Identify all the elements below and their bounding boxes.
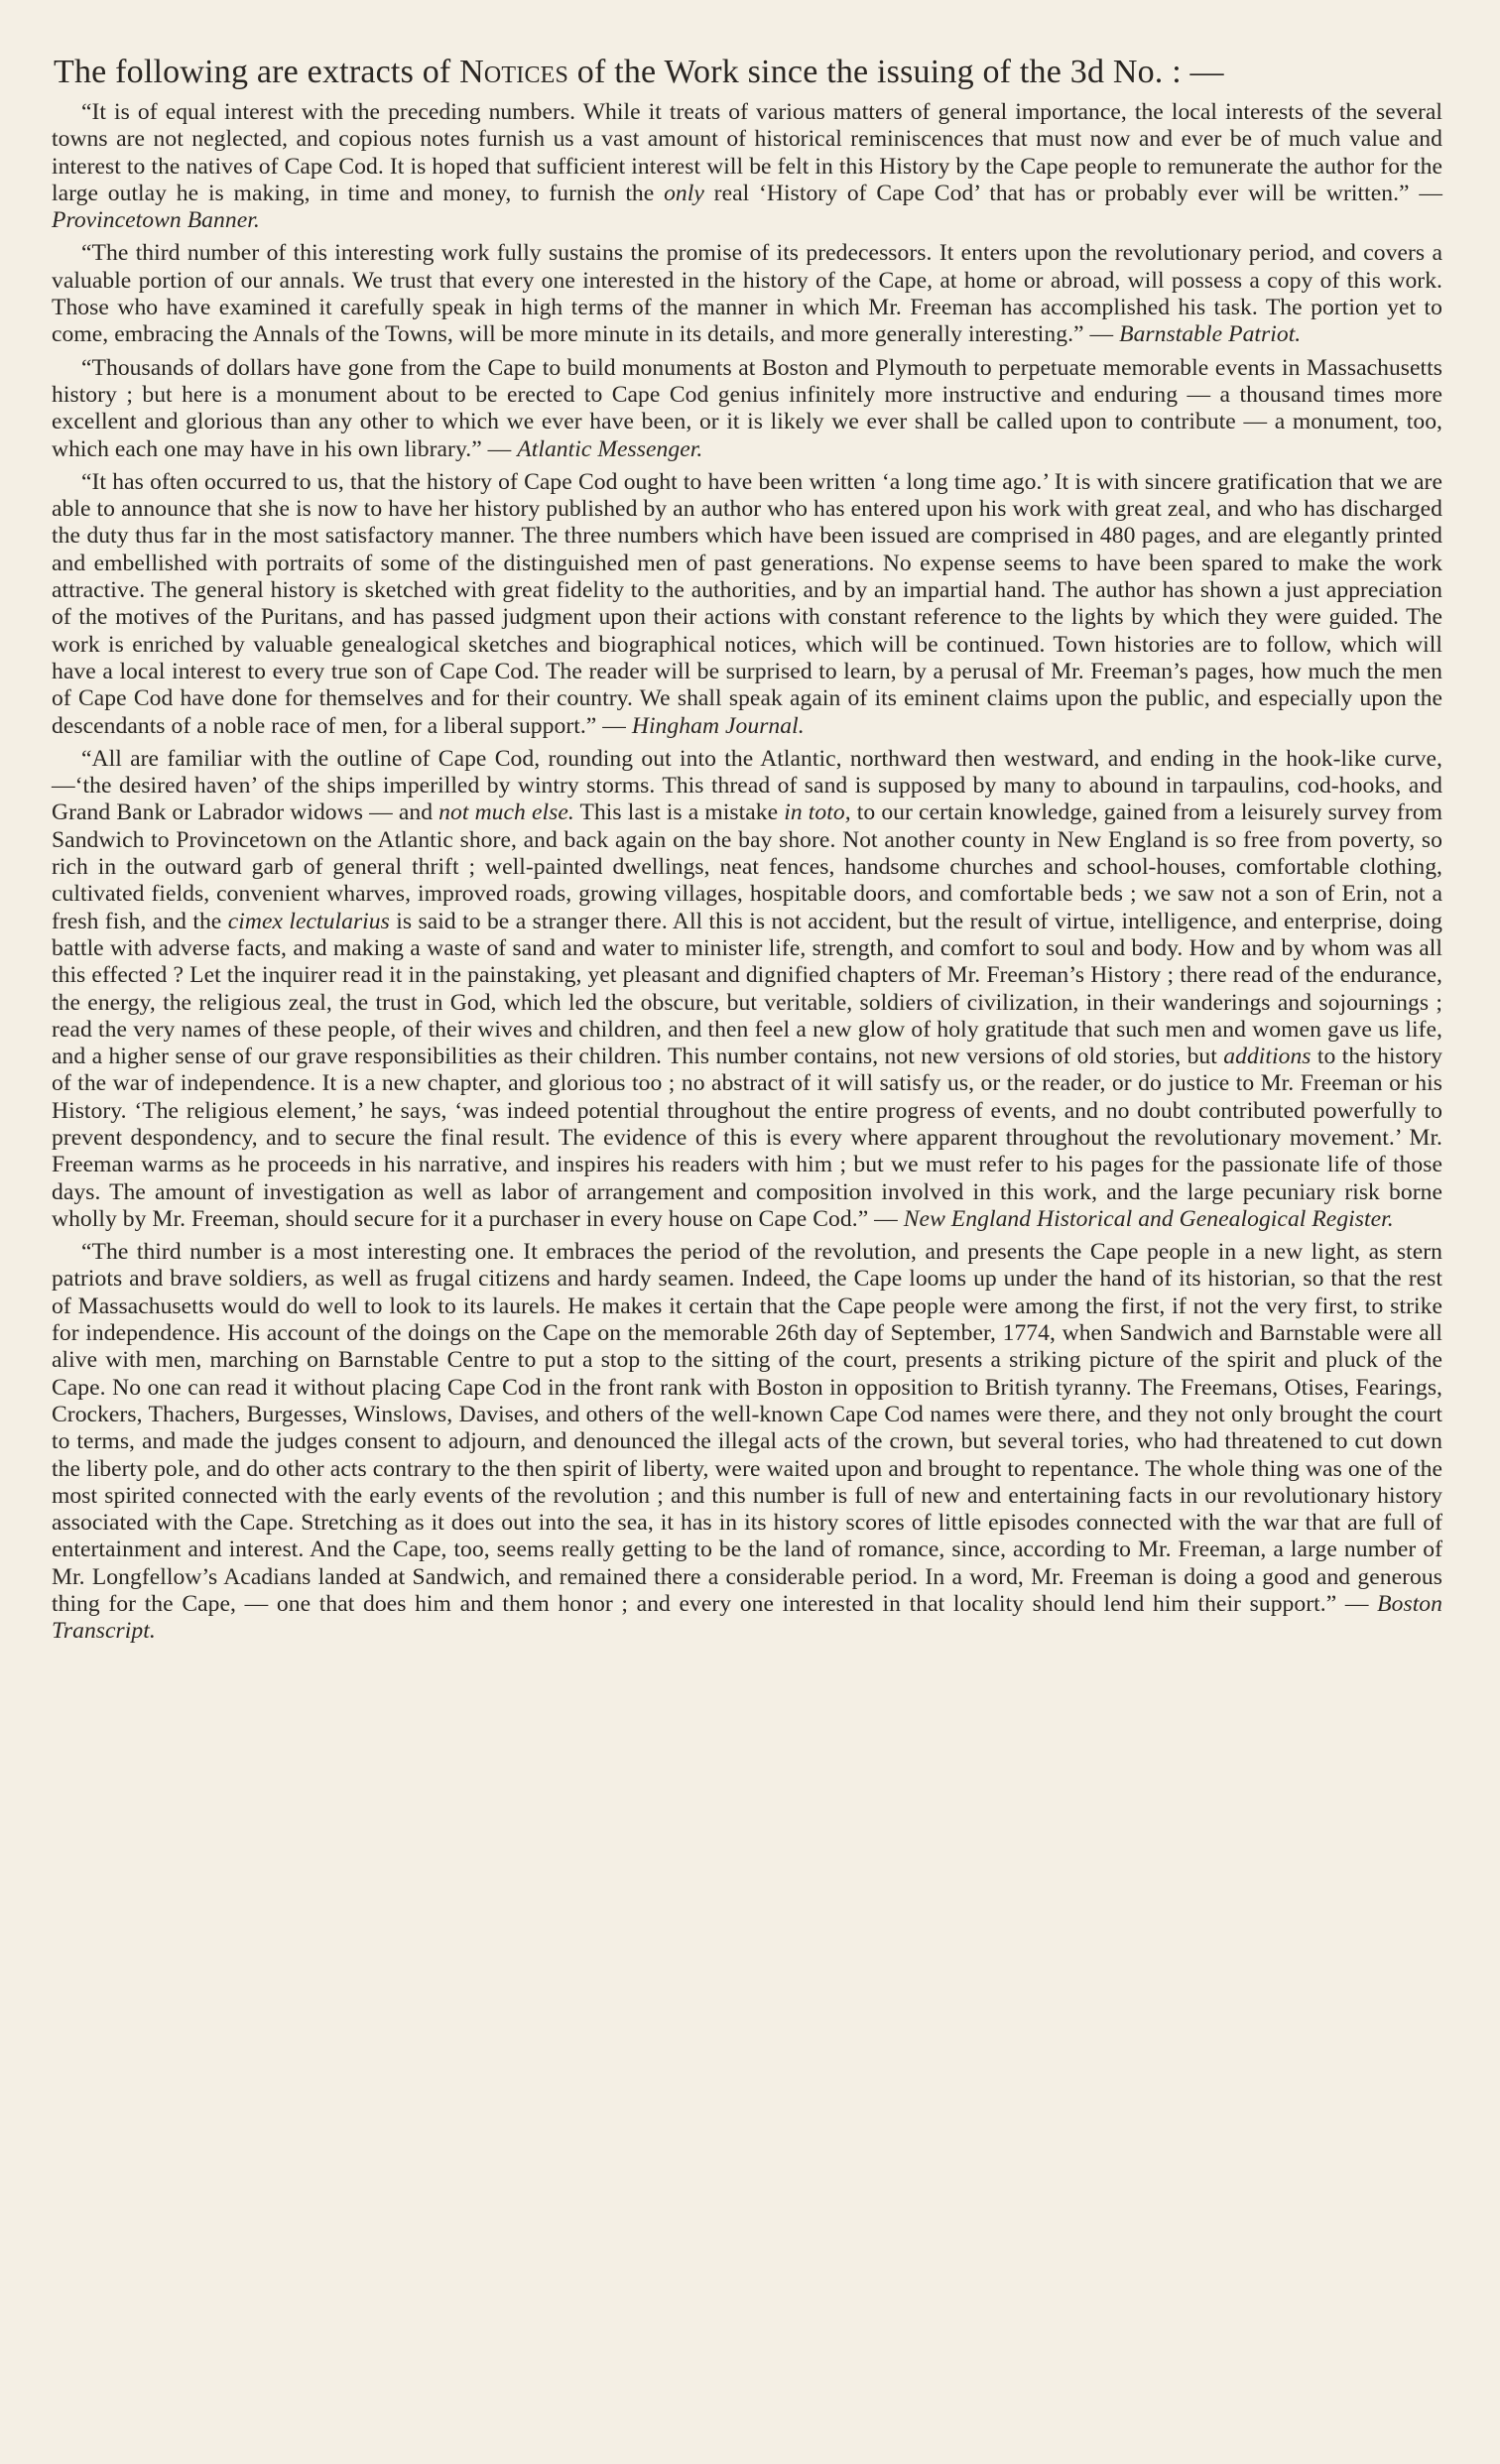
- notice-atlantic-messenger: “Thousands of dollars have gone from the Cape to build monuments at Boston and Plymouth to perpetuate memorable events in Massachusetts history ; but here is a monument about to be erected to Cape Cod genius infinitely more instructive and enduring — a thousand times more excellent and glorious than any other to which we ever have been, or it is likely we ever shall be called upon to contribute — a monument, too, which each one may have in his own library.” — Atlantic Messenger.: [52, 354, 1442, 462]
- heading-post: of the Work since the issuing of the 3d No. : —: [568, 54, 1224, 90]
- notice-source: Barnstable Patriot.: [1119, 321, 1302, 348]
- heading-notices: Notices: [459, 54, 569, 90]
- notice-new-england-register: “All are familiar with the outline of Cape Cod, rounding out into the Atlantic, northward then westward, and ending in the hook-like curve, —‘the desired haven’ of the ships imperilled by wintry storms. This thread of sand is supposed by many to abound in tarpaulins, cod-hooks, and Grand Bank or Labrador widows — and not much else. This last is a mistake in toto, to our certain knowledge, gained from a leisurely survey from Sandwich to Provincetown on the Atlantic shore, and back again on the bay shore. Not another county in New England is so free from poverty, so rich in the outward garb of general thrift ; well-painted dwellings, neat fences, handsome churches and school-houses, comfortable clothing, cultivated fields, convenient wharves, improved roads, growing villages, hospitable doors, and comfortable beds ; we saw not a son of Erin, not a fresh fish, and the cimex lectularius is said to be a stranger there. All this is not accident, but the result of virtue, intelligence, and enterprise, doing battle with adverse facts, and making a waste of sand and water to minister life, strength, and comfort to soul and body. How and by whom was all this effected ? Let the inquirer read it in the painstaking, yet pleasant and dignified chapters of Mr. Freeman’s History ; there read of the endurance, the energy, the religious zeal, the trust in God, which led the obscure, but veritable, soldiers of civilization, in their wanderings and sojournings ; read the very names of these people, of their wives and children, and then feel a new glow of holy gratitude that such men and women gave us life, and a higher sense of our grave responsibilities as their children. This number contains, not new versions of old stories, but additions to the history of the war of independence. It is a new chapter, and glorious too ; no abstract of it will satisfy us, or the reader, or do justice to Mr. Freeman or his History. ‘The religious element,’ he says, ‘was indeed potential throughout the entire progress of events, and no doubt contributed powerfully to prevent despondency, and to secure the final result. The evidence of this is every where apparent throughout the revolutionary movement.’ Mr. Freeman warms as he proceeds in his narrative, and inspires his readers with him ; but we must refer to his pages for the passionate life of those days. The amount of investigation as well as labor of arrangement and composition involved in this work, and the large pecuniary risk borne wholly by Mr. Freeman, should secure for it a purchaser in every house on Cape Cod.” — New England Historical and Genealogical Register.: [52, 745, 1442, 1232]
- heading-pre: The following are extracts of: [54, 54, 460, 90]
- page-heading: [54, 52, 1442, 93]
- notice-source: New England Historical and Genealogical Register.: [903, 1205, 1394, 1232]
- notice-source: Provincetown Banner.: [52, 207, 260, 234]
- notice-source: Hingham Journal.: [631, 712, 805, 739]
- notice-source: Atlantic Messenger.: [517, 435, 703, 462]
- notice-barnstable-patriot: “The third number of this interesting work fully sustains the promise of its predecessors. It enters upon the revolutionary period, and covers a valuable portion of our annals. We trust that every one interested in the history of the Cape, at home or abroad, will possess a copy of this work. Those who have examined it carefully speak in high terms of the manner in which Mr. Freeman has accomplished his task. The portion yet to come, embracing the Annals of the Towns, will be more minute in its details, and more generally interesting.” — Barnstable Patriot.: [52, 240, 1442, 348]
- notice-provincetown-banner: “It is of equal interest with the preceding numbers. While it treats of various matters of general importance, the local interests of the several towns are not neglected, and copious notes furnish us a vast amount of historical reminiscences that must now and ever be of much value and interest to the natives of Cape Cod. It is hoped that sufficient interest will be felt in this History by the Cape people to remunerate the author for the large outlay he is making, in time and money, to furnish the only real ‘History of Cape Cod’ that has or probably ever will be written.” — Provincetown Banner.: [52, 99, 1442, 234]
- notice-boston-transcript: “The third number is a most interesting one. It embraces the period of the revolution, and presents the Cape people in a new light, as stern patriots and brave soldiers, as well as frugal citizens and hardy seamen. Indeed, the Cape looms up under the hand of its historian, so that the rest of Massachusetts would do well to look to its laurels. He makes it certain that the Cape people were among the first, if not the very first, to strike for independence. His account of the doings on the Cape on the memorable 26th day of September, 1774, when Sandwich and Barnstable were all alive with men, marching on Barnstable Centre to put a stop to the sitting of the court, presents a striking picture of the spirit and pluck of the Cape. No one can read it without placing Cape Cod in the front rank with Boston in opposition to British tyranny. The Freemans, Otises, Fearings, Crockers, Thachers, Burgesses, Winslows, Davises, and others of the well-known Cape Cod names were there, and they not only brought the court to terms, and made the judges consent to adjourn, and denounced the illegal acts of the crown, but several tories, who had threatened to cut down the liberty pole, and do other acts contrary to the then spirit of liberty, were waited upon and brought to repentance. The whole thing was one of the most spirited connected with the early events of the revolution ; and this number is full of new and entertaining facts in our revolutionary history associated with the Cape. Stretching as it does out into the sea, it has in its history scores of little episodes connected with the war that are full of entertainment and interest. And the Cape, too, seems really getting to be the land of romance, since, according to Mr. Freeman, a large number of Mr. Longfellow’s Acadians landed at Sandwich, and remained there a considerable period. In a word, Mr. Freeman is doing a good and generous thing for the Cape, — one that does him and them honor ; and every one interested in that locality should lend him their support.” — Boston Transcript.: [52, 1239, 1442, 1645]
- notice-source: Boston Transcript.: [52, 1591, 1442, 1645]
- notice-hingham-journal: “It has often occurred to us, that the history of Cape Cod ought to have been written ‘a long time ago.’ It is with sincere gratification that we are able to announce that she is now to have her history published by an author who has entered upon his work with great zeal, and who has discharged the duty thus far in the most satisfactory manner. The three numbers which have been issued are comprised in 480 pages, and are elegantly printed and embellished with portraits of some of the distinguished men of past generations. No expense seems to have been spared to make the work attractive. The general history is sketched with great fidelity to the authorities, and by an impartial hand. The author has shown a just appreciation of the motives of the Puritans, and has passed judgment upon their actions with constant reference to the lights by which they were guided. The work is enriched by valuable genealogical sketches and biographical notices, which will be continued. Town histories are to follow, which will have a local interest to every true son of Cape Cod. The reader will be surprised to learn, by a perusal of Mr. Freeman’s pages, how much the men of Cape Cod have done for themselves and for their country. We shall speak again of its eminent claims upon the public, and especially upon the descendants of a noble race of men, for a liberal support.” — Hingham Journal.: [52, 468, 1442, 739]
